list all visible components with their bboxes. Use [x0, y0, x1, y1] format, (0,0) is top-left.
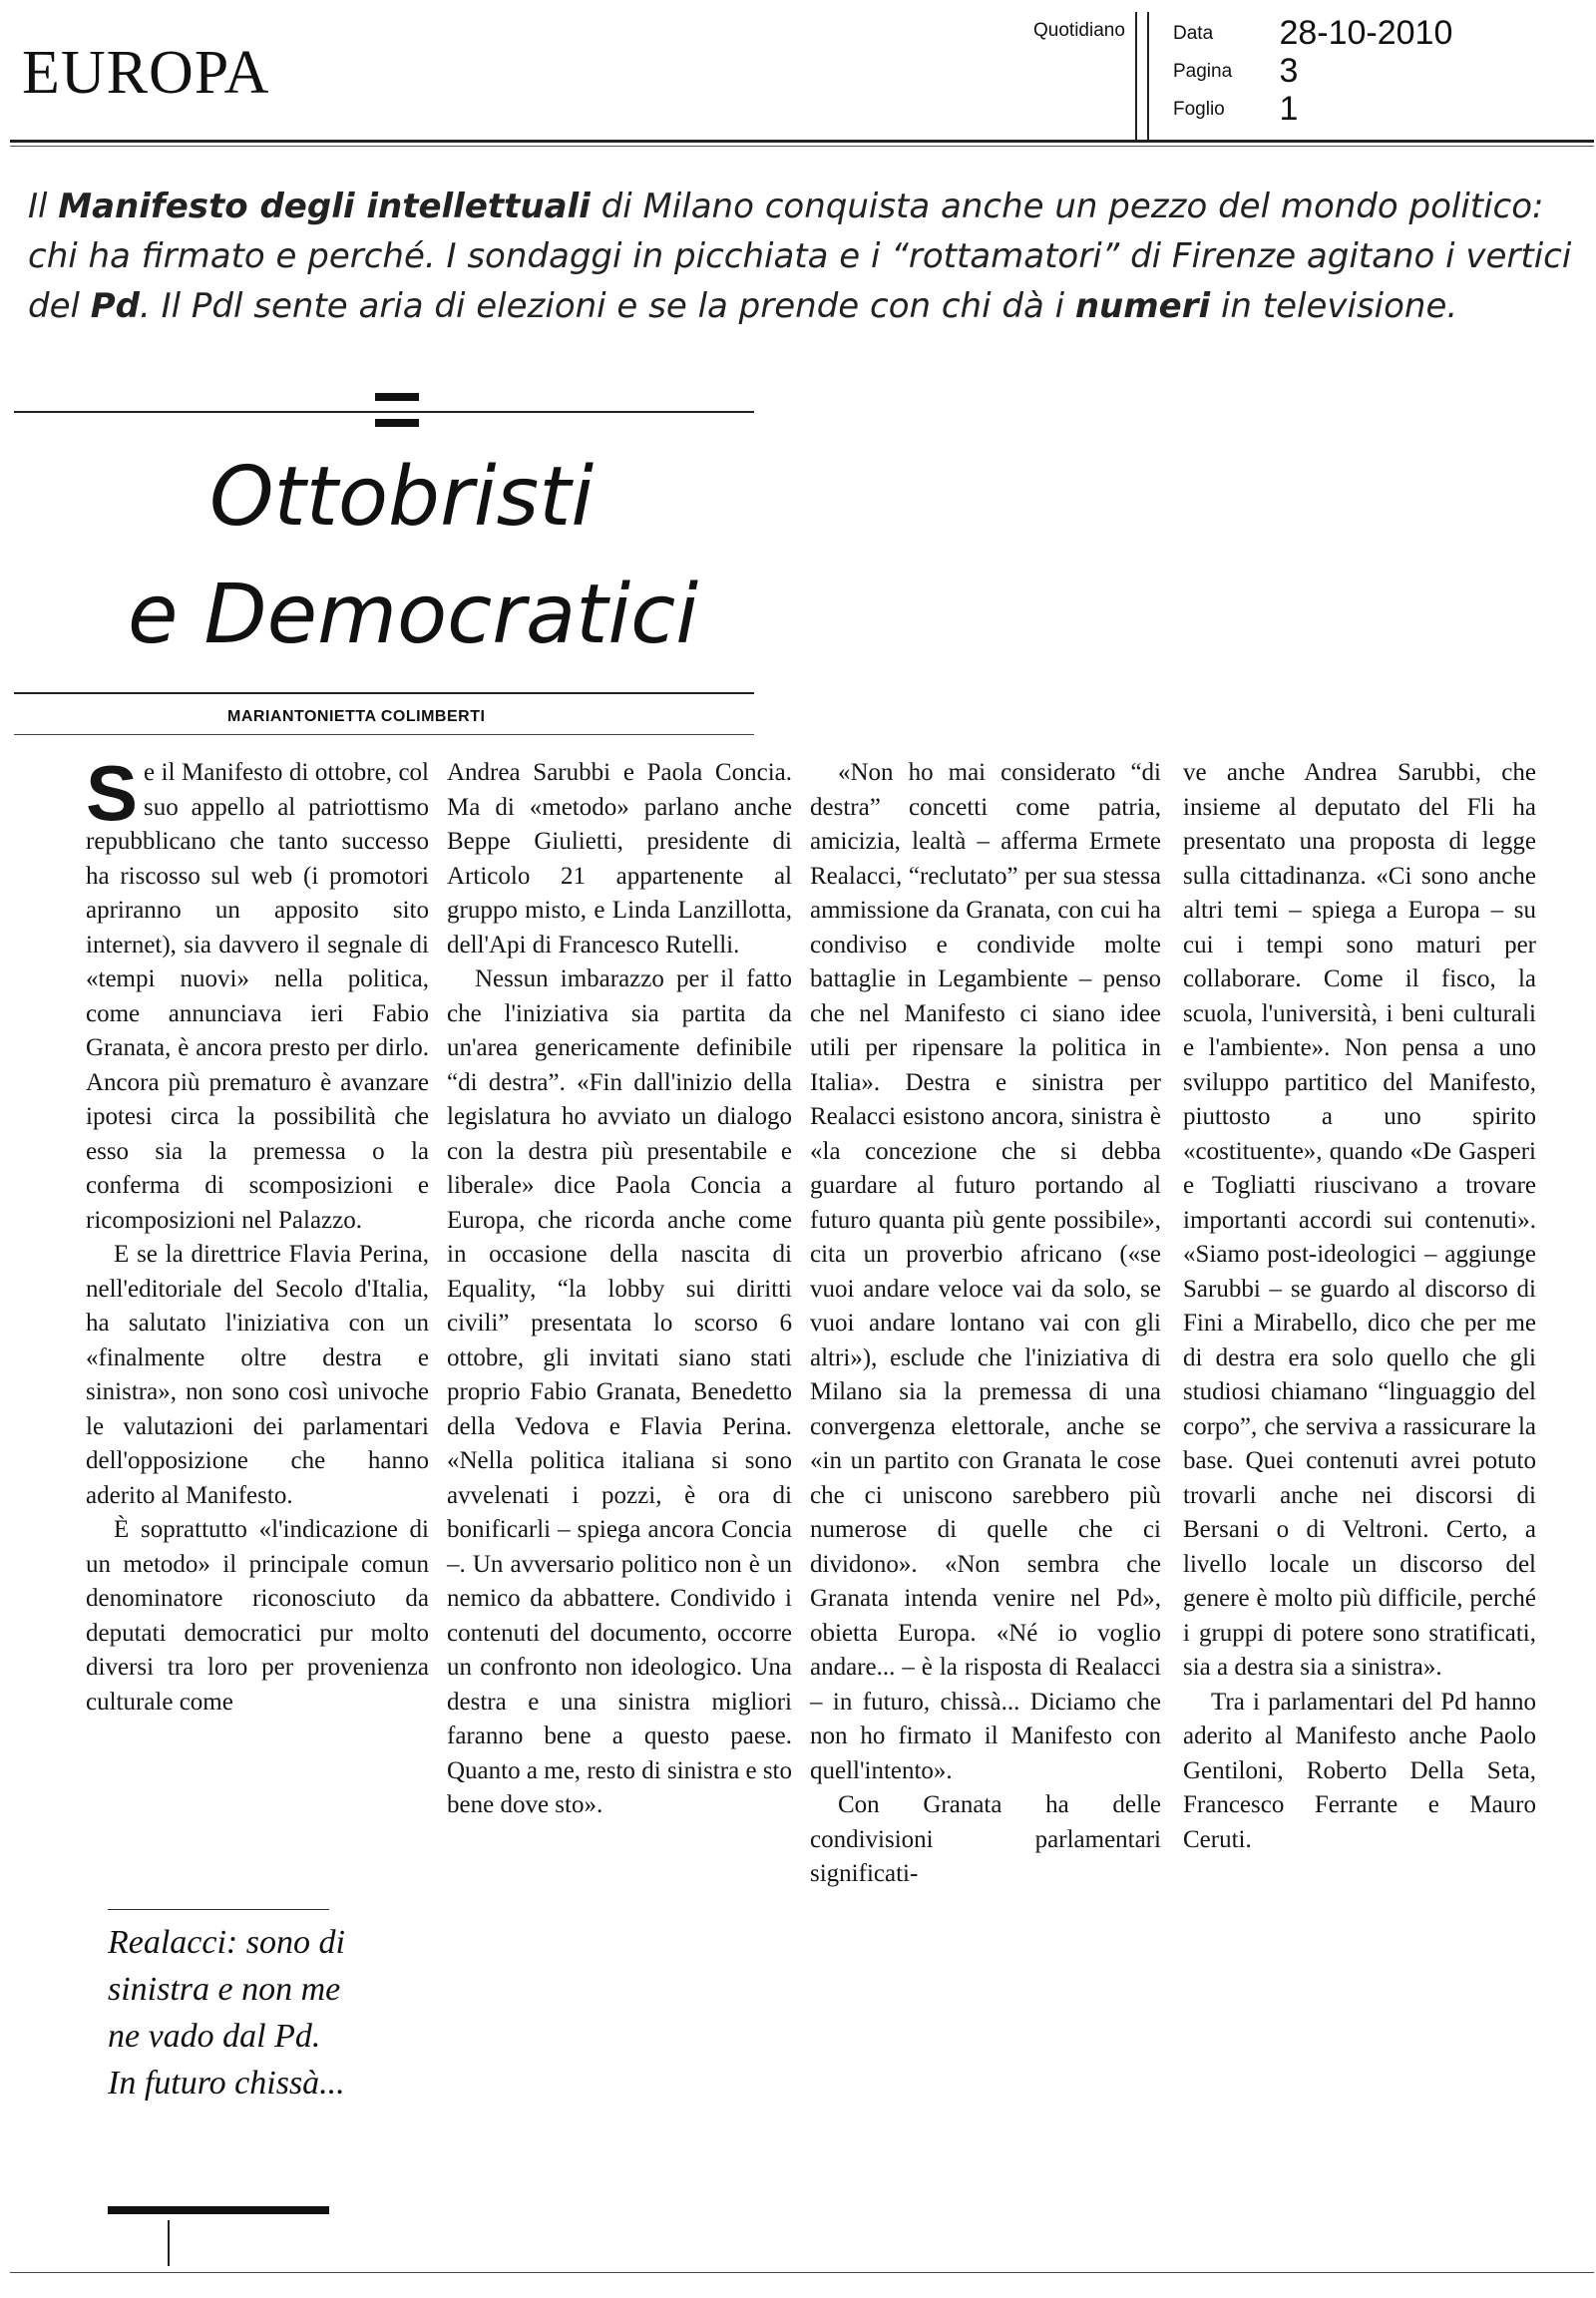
header-rule	[10, 140, 1594, 143]
section-marker	[375, 393, 419, 401]
meta-label: Data	[1173, 22, 1214, 44]
paragraph: E se la direttrice Flavia Perina, nell'editoriale del Secolo d'Italia, ha salutato l'iniziativa con un «finalmente oltre destra e sinistra», non sono così univoche le valutazioni dei parlamentari dell'opposizione che hanno aderito al Manifesto.	[86, 1241, 429, 1509]
quote-tick	[168, 2220, 170, 2266]
title-rule	[14, 411, 754, 413]
meta-value: 28-10-2010	[1279, 14, 1453, 52]
paragraph: e il Manifesto di ottobre, col suo appello al patriottismo repubblicano che tanto successo ha riscosso sul web (i promotori apriranno un apposito sito internet), sia davvero il segnale di «tempi nuovi» nella politica, come annunciava ieri Fabio Granata, è ancora presto per dirlo. Ancora più prematuro è avanzare ipotesi circa la possibilità che esso sia la premessa o la conferma di scomposizioni e ricomposizioni nel Palazzo.	[86, 759, 429, 1234]
paragraph: Con Granata ha delle condivisioni parlamentari significati-	[810, 1791, 1161, 1887]
quote-rule	[108, 2206, 329, 2214]
drop-cap: S	[86, 749, 139, 837]
article-column-2	[447, 756, 792, 1823]
paragraph: È soprattutto «l'indicazione di un metodo» il principale comun denominatore riconosciuto da deputati democratici pur molto diversi tra loro per provenienza culturale come	[86, 1516, 429, 1716]
meta-value: 3	[1279, 52, 1299, 90]
summary-emphasis: Manifesto degli intellettuali	[58, 187, 591, 226]
title-rule	[14, 692, 754, 694]
summary-emphasis: Pd	[90, 286, 141, 326]
article-column-3	[810, 756, 1161, 1892]
header-divider	[1147, 12, 1149, 140]
summary-emphasis: numeri	[1074, 286, 1211, 326]
summary-text: . Il Pdl sente aria di elezioni e se la prende con chi dà i	[140, 286, 1075, 326]
summary-text: di Milano conquista anche un pezzo del mondo politico: chi ha firmato e perché. I sondaggi in picchiata e i “rottamatori” di Firenze agitano i vertici del	[28, 187, 1572, 326]
header-divider	[1135, 12, 1137, 140]
meta-row-date	[1173, 14, 1452, 53]
paragraph: ve anche Andrea Sarubbi, che insieme al deputato del Fli ha presentato una proposta di legge sulla cittadinanza. «Ci sono anche altri temi – spiega a Europa – su cui i tempi sono maturi per collaborare. Come il fisco, la scuola, l'università, i beni culturali e l'ambiente». Non pensa a uno sviluppo partitico del Manifesto, piuttosto a uno spirito «costituente», quando «De Gasperi e Togliatti riuscivano a trovare importanti accordi sui contenuti». «Siamo post-ideologici – aggiunge Sarubbi – se guardo al discorso di Fini a Mirabello, dico che per me di destra era solo quello che gli studiosi chiamano “linguaggio del corpo”, che serviva a rassicurare la base. Quei contenuti avrei potuto trovarli anche nei discorsi di Bersani o di Veltroni. Certo, a livello locale un discorso del genere è molto più difficile, perché i gruppi di potere sono stratificati, sia a destra sia a sinistra».	[1183, 759, 1536, 1681]
publication-type: Quotidiano	[1033, 20, 1125, 41]
summary-text: in televisione.	[1210, 286, 1458, 326]
footer-rule	[10, 2272, 1594, 2273]
summary-text: Il	[28, 187, 59, 226]
paragraph: Nessun imbarazzo per il fatto che l'iniziativa sia partita da un'area genericamente definibile “di destra”. «Fin dall'inizio della legislatura ho avviato un dialogo con la destra più presentabile e liberale» dice Paola Concia a Europa, che ricorda anche come in occasione della nascita di Equality, “la lobby sui diritti civili” presentata lo scorso 6 ottobre, gli invitati siano stati proprio Fabio Granata, Benedetto della Vedova e Flavia Perina. «Nella politica italiana si sono avvelenati i pozzi, è ora di bonificarli – spiega ancora Concia –. Un avversario politico non è un nemico da abbattere. Condivido i contenuti del documento, occorre un confronto non ideologico. Una destra e una sinistra migliori faranno bene a questo paese. Quanto a me, resto di sinistra e sto bene dove sto».	[447, 965, 792, 1818]
meta-label: Pagina	[1173, 60, 1233, 82]
pull-quote: Realacci: sono di sinistra e non me ne vado dal Pd. In futuro chissà...	[108, 1924, 345, 2102]
headline-line-2: e Democratici	[128, 568, 698, 662]
masthead-logo: EUROPA	[22, 39, 270, 107]
quote-rule	[108, 1909, 329, 1910]
headline-line-1: Ottobristi	[209, 450, 595, 545]
page-summary	[28, 182, 1584, 331]
article-column-1	[86, 749, 429, 1720]
meta-row-sheet	[1173, 90, 1298, 129]
meta-value: 1	[1279, 90, 1299, 128]
header-rule	[10, 146, 1594, 147]
meta-row-page	[1173, 52, 1298, 91]
section-marker	[375, 419, 419, 427]
paragraph: Andrea Sarubbi e Paola Concia. Ma di «metodo» parlano anche Beppe Giulietti, presidente di Articolo 21 appartenente al gruppo misto, e Linda Lanzillotta, dell'Api di Francesco Rutelli.	[447, 759, 792, 958]
byline: MARIANTONIETTA COLIMBERTI	[227, 708, 486, 725]
article-column-4	[1183, 756, 1536, 1857]
paragraph: Tra i parlamentari del Pd hanno aderito al Manifesto anche Paolo Gentiloni, Roberto Della Seta, Francesco Ferrante e Mauro Ceruti.	[1183, 1688, 1536, 1853]
paragraph: «Non ho mai considerato “di destra” concetti come patria, amicizia, lealtà – afferma Ermete Realacci, “reclutato” per sua stessa ammissione da Granata, con cui ha condiviso e condivide molte battaglie in Legambiente – penso che nel Manifesto ci siano idee utili per ripensare la politica in Italia». Destra e sinistra per Realacci esistono ancora, sinistra è «la concezione che si debba guardare al futuro portando al futuro quanta più gente possibile», cita un proverbio africano («se vuoi andare veloce vai da solo, se vuoi andare lontano vai con gli altri»), esclude che l'iniziativa di Milano sia la premessa di una convergenza elettorale, anche se «in un partito con Granata le cose che ci uniscono sarebbero più numerose di quelle che ci dividono». «Non sembra che Granata intenda venire nel Pd», obietta Europa. «Né io voglio andare... – è la risposta di Realacci – in futuro, chissà... Diciamo che non ho firmato il Manifesto con quell'intento».	[810, 759, 1161, 1784]
meta-label: Foglio	[1173, 98, 1225, 120]
byline-rule	[14, 734, 754, 735]
article-headline	[100, 439, 738, 674]
